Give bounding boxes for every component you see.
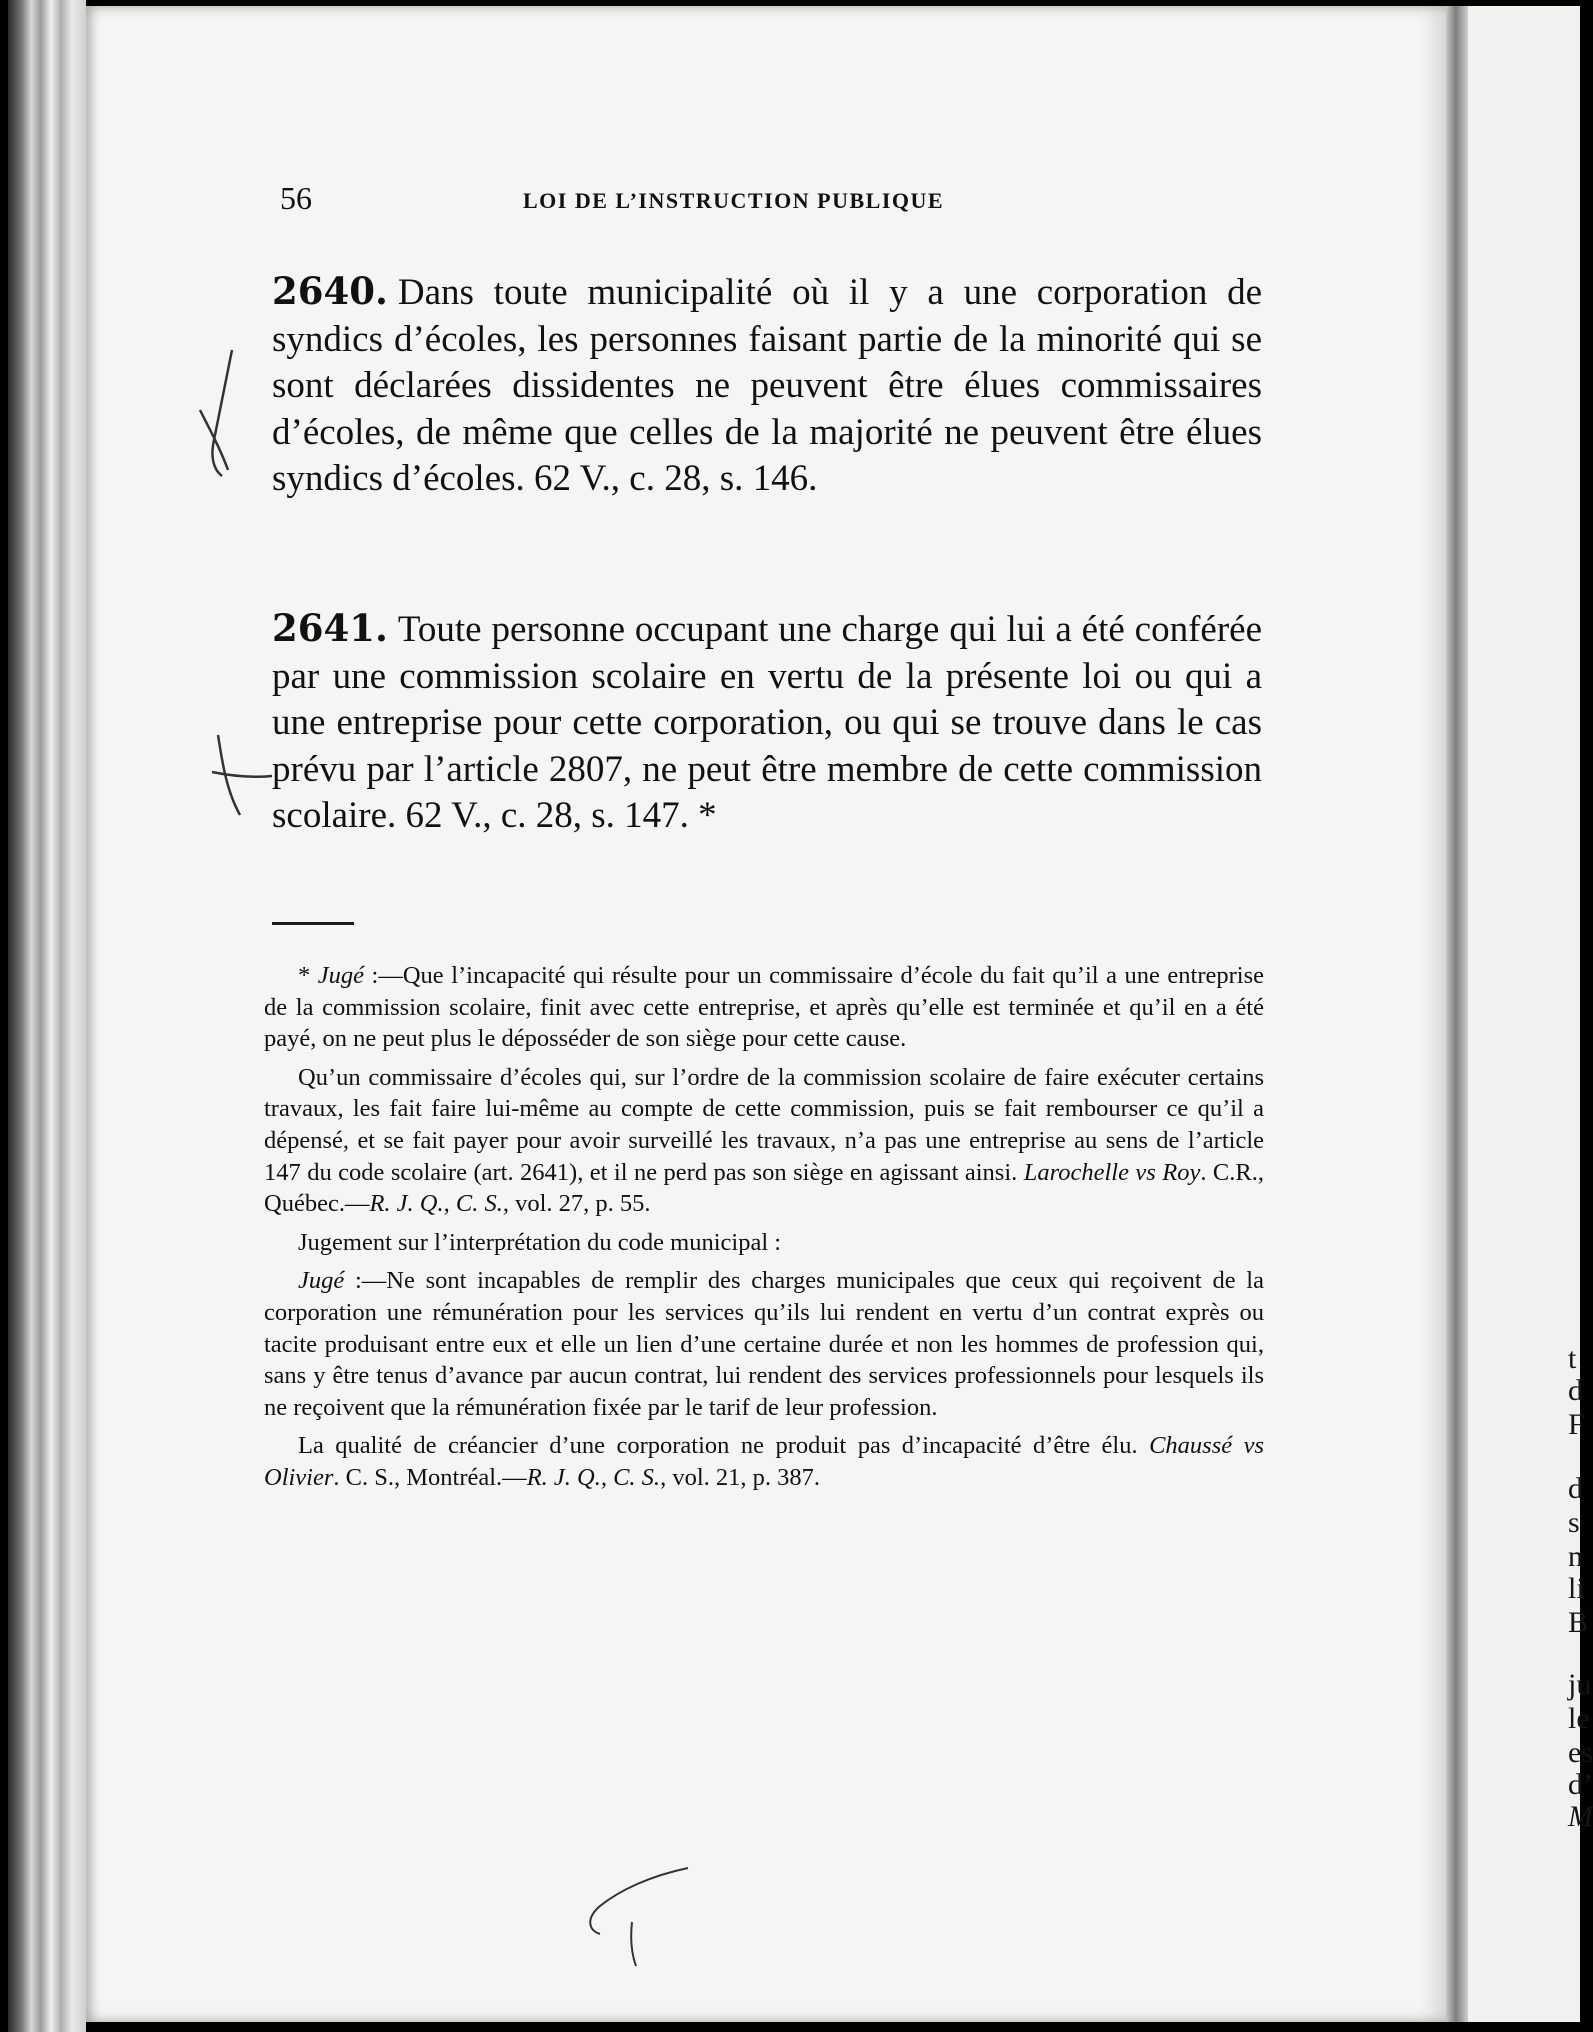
case-name: Chaussé vs Olivier — [264, 1432, 1264, 1491]
footnote-text: Qu’un commissaire d’écoles qui, sur l’ordre de la commission scolaire de faire exécuter certains travaux, les fait faire lui-même au compte de cette commission, puis se fait rembourser ce qu’il a dépensé, et se fait payer pour avoir surveillé les travaux, n’a pas une entreprise au sens de l’article 147 du code scolaire (art. 2641), et il ne perd pas son siège en agissant ainsi. — [264, 1063, 1264, 1186]
volume-citation: , vol. 21, p. 387. — [660, 1463, 820, 1491]
adjacent-page-fragment: es — [1568, 1736, 1593, 1769]
article-text: Toute personne occupant une charge qui lui a été conférée par une commission scolaire en vertu de la présente loi ou qui a une entreprise pour cette corporation, ou qui se trouve dans le cas prévu par l’article 2807, ne peut être membre de cette commission scolaire. 62 V., c. 28, s. 147. * — [272, 609, 1262, 836]
footnote-text: :—Ne sont incapables de remplir des charges municipales que ceux qui reçoivent de la corporation une rémunération pour les services qu’ils lui rendent en vertu d’un contrat exprès ou tacite produisant entre eux et elle un lien d’une certaine durée et non les hommes de profession qui, sans y être tenus d’avance par aucun contrat, lui rendent des services professionnels pour lesquels ils ne reçoivent que la rémunération fixée par le tarif de leur profession. — [264, 1267, 1264, 1421]
page-gutter — [1446, 6, 1468, 2022]
footnote-marker: * — [298, 962, 318, 989]
court-citation: . C.R., Québec.— — [264, 1158, 1264, 1218]
juge-label: Jugé — [298, 1267, 345, 1295]
footnote-paragraph — [264, 1227, 1264, 1259]
article-2641 — [272, 605, 1262, 840]
footnote-paragraph — [264, 1265, 1264, 1423]
article-number: 2641. — [272, 606, 388, 650]
adjacent-page-fragment: d’ — [1568, 1768, 1593, 1801]
page-number: 56 — [280, 180, 312, 216]
report-citation: R. J. Q., C. S. — [369, 1190, 503, 1218]
adjacent-page-fragment: le — [1568, 1702, 1590, 1735]
adjacent-page-fragment: F — [1568, 1408, 1585, 1441]
article-number: 2640. — [272, 269, 388, 313]
juge-label: Jugé — [317, 962, 365, 989]
page-header — [280, 180, 1020, 220]
footnote-text: :—Que l’incapacité qui résulte pour un commissaire d’école du fait qu’il a une entreprise de la commission scolaire, finit avec cette entreprise, et après qu’elle est terminée et qu’il en a été payé, on ne peut plus le déposséder de son siège pour cette cause. — [264, 962, 1265, 1053]
footnote-text: La qualité de créancier d’une corporation ne produit pas d’incapacité d’être élu. — [298, 1432, 1150, 1460]
footnote-rule — [272, 922, 354, 925]
footnote-paragraph — [264, 960, 1264, 1055]
book-binding-edge — [8, 0, 86, 2032]
running-title: LOI DE L’INSTRUCTION PUBLIQUE — [523, 188, 945, 213]
adjacent-page-fragment: n — [1568, 1540, 1583, 1573]
adjacent-page-fragment: d — [1568, 1374, 1583, 1407]
adjacent-page-fragment: t — [1568, 1342, 1577, 1375]
adjacent-page-fragment: ju — [1568, 1668, 1592, 1701]
adjacent-page-fragment: li — [1568, 1572, 1585, 1605]
article-2640 — [272, 268, 1262, 503]
footnote-text: Jugement sur l’interprétation du code municipal : — [298, 1228, 782, 1256]
article-text: Dans toute municipalité où il y a une corporation de syndics d’écoles, les personnes faisant partie de la minorité qui se sont déclarées dissidentes ne peuvent être élues commissaires d’écoles, de même que celles de la majorité ne peuvent être élues syndics d’écoles. 62 V., c. 28, s. 146. — [272, 272, 1262, 499]
footnote-paragraph — [264, 1430, 1264, 1493]
case-name: Larochelle vs Roy — [1023, 1158, 1201, 1186]
adjacent-page-fragment: d — [1568, 1472, 1583, 1505]
report-citation: R. J. Q., C. S. — [526, 1463, 661, 1491]
adjacent-page-fragment: B — [1568, 1606, 1589, 1639]
footnote-paragraph — [264, 1062, 1264, 1220]
adjacent-page — [1468, 6, 1593, 2022]
adjacent-page-fragment: M — [1568, 1800, 1593, 1833]
volume-citation: , vol. 27, p. 55. — [502, 1190, 651, 1218]
footnotes — [264, 960, 1264, 1501]
adjacent-page-fragment: s — [1568, 1506, 1580, 1539]
court-citation: . C. S., Montréal.— — [333, 1463, 527, 1491]
